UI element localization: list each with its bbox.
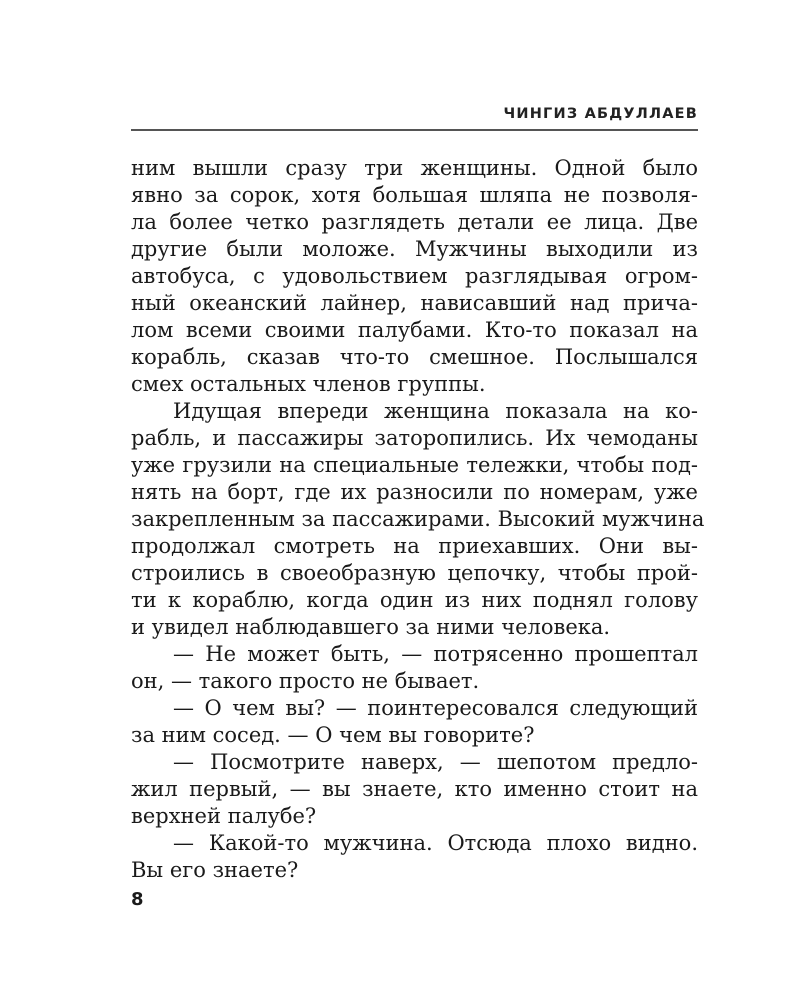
text-line: явно за сорок, хотя большая шляпа не позволя- (131, 183, 698, 207)
text-line: ла более четко разглядеть детали ее лица. Две (131, 210, 698, 234)
text-line: — Не может быть, — потрясенно прошептал (173, 642, 698, 666)
text-line: Идущая впереди женщина показала на ко- (173, 399, 698, 423)
text-line: закрепленным за пассажирами. Высокий мужчина (131, 507, 705, 531)
text-line: верхней палубе? (131, 804, 317, 828)
header-rule (131, 129, 698, 131)
text-line: — Какой-то мужчина. Отсюда плохо видно. (173, 831, 698, 855)
text-line: строились в своеобразную цепочку, чтобы прой- (131, 561, 698, 585)
text-line: другие были моложе. Мужчины выходили из (131, 237, 698, 261)
text-line: нять на борт, где их разносили по номерам, уже (131, 480, 698, 504)
text-line: — О чем вы? — поинтересовался следующий (173, 696, 698, 720)
text-line: продолжал смотреть на приехавших. Они вы- (131, 534, 698, 558)
text-line: — Посмотрите наверх, — шепотом предло- (173, 750, 698, 774)
text-line: рабль, и пассажиры заторопились. Их чемоданы (131, 426, 698, 450)
running-header-author: ЧИНГИЗ АБДУЛЛАЕВ (503, 106, 698, 122)
text-line: он, — такого просто не бывает. (131, 669, 480, 693)
text-line: ти к кораблю, когда один из них поднял голову (131, 588, 698, 612)
text-line: автобуса, с удовольствием разглядывая огром- (131, 264, 698, 288)
text-line: и увидел наблюдавшего за ними человека. (131, 615, 611, 639)
body-text (131, 155, 705, 884)
text-line: ним вышли сразу три женщины. Одной было (131, 156, 698, 180)
page-number: 8 (131, 889, 144, 910)
text-line: смех остальных членов группы. (131, 372, 486, 396)
text-line: уже грузили на специальные тележки, чтобы под- (131, 453, 698, 477)
text-line: лом всеми своими палубами. Кто-то показал на (131, 318, 698, 342)
text-line: жил первый, — вы знаете, кто именно стоит на (131, 777, 698, 801)
text-line: корабль, сказав что-то смешное. Послышался (131, 345, 698, 369)
text-line: за ним сосед. — О чем вы говорите? (131, 723, 535, 747)
text-line: ный океанский лайнер, нависавший над прича- (131, 291, 698, 315)
text-line: Вы его знаете? (131, 858, 299, 882)
